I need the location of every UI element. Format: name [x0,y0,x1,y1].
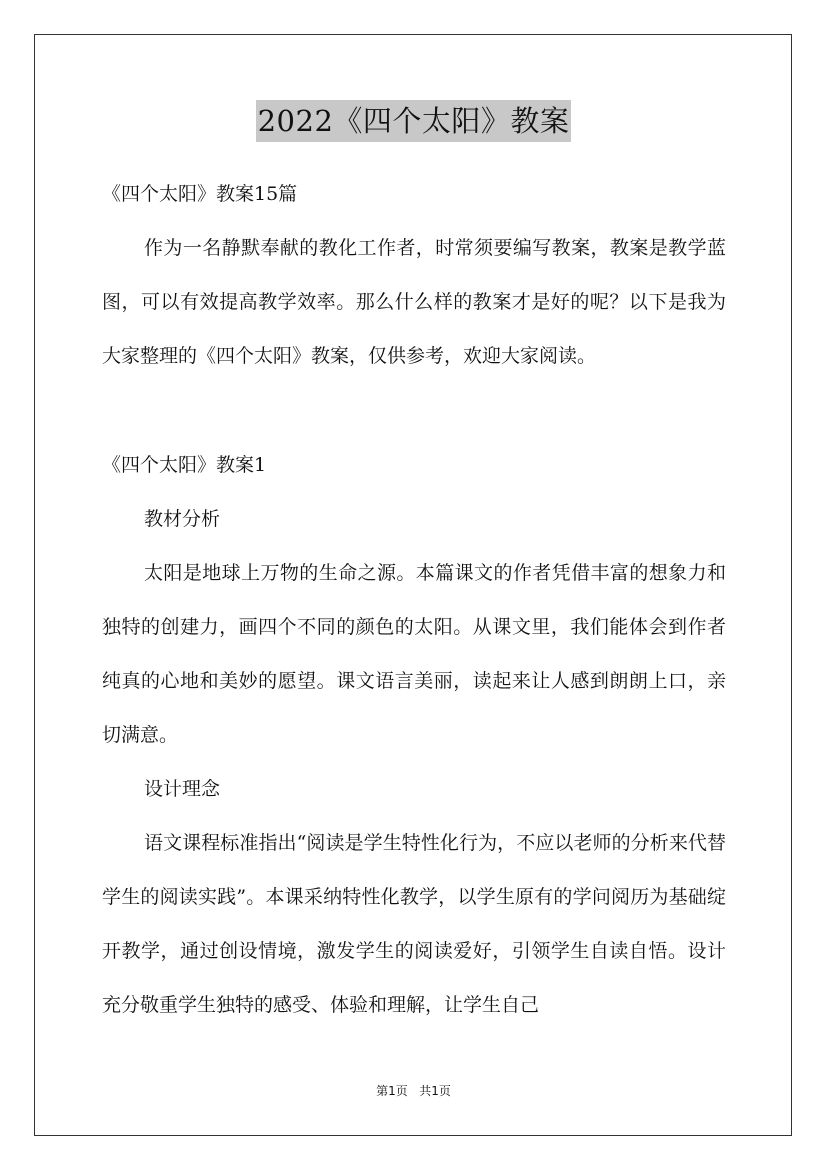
document-subtitle: 《四个太阳》教案15篇 [102,183,298,205]
concept-paragraph: 语文课程标准指出“阅读是学生特性化行为，不应以老师的分析来代替学生的阅读实践”。本课采纳特性化教学，以学生原有的学问阅历为基础绽开教学，通过创设情境，激发学生的阅读爱好，引领学生自读自悟。设计充分敬重学生独特的感受、体验和理解，让学生自己 [102,832,726,1016]
analysis-paragraph: 太阳是地球上万物的生命之源。本篇课文的作者凭借丰富的想象力和独特的创建力，画四个不同的颜色的太阳。从课文里，我们能体会到作者纯真的心地和美妙的愿望。课文语言美丽，读起来让人感到朗朗上口，亲切满意。 [102,562,726,746]
document-title: 2022《四个太阳》教案 [256,100,572,142]
page-total: 共1页 [419,1084,451,1098]
intro-paragraph: 作为一名静默奉献的教化工作者，时常须要编写教案，教案是教学蓝图，可以有效提高教学效率。那么什么样的教案才是好的呢？以下是我为大家整理的《四个太阳》教案，仅供参考，欢迎大家阅读。 [102,237,726,367]
heading-analysis: 教材分析 [144,508,221,530]
page-footer [0,1082,827,1099]
section-title: 《四个太阳》教案1 [102,454,267,476]
heading-concept: 设计理念 [144,778,221,800]
page-number: 第1页 [376,1084,408,1098]
title-container [0,100,827,142]
